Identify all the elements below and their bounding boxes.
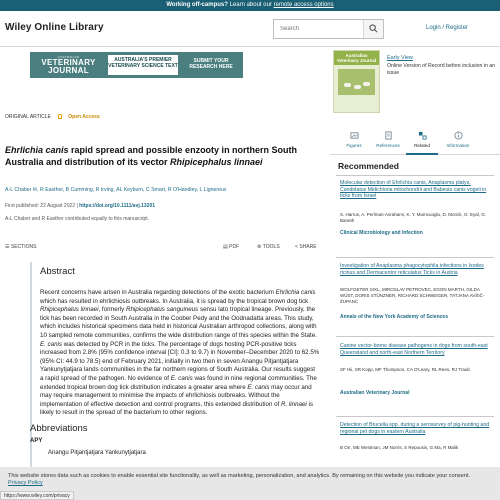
share-button[interactable] (295, 244, 317, 250)
tab-information-label: Information (446, 143, 470, 148)
title-italic-2: Rhipicephalus linnaei (170, 157, 263, 167)
banner-tagline: AUSTRALIA'S PREMIER VETERINARY SCIENCE TEXT (108, 55, 178, 75)
tab-information[interactable] (442, 127, 474, 155)
banner-line1: VETERINARY (41, 58, 96, 67)
cookie-text (8, 473, 488, 487)
cover-photo (338, 69, 375, 95)
pdf-label: PDF (229, 244, 240, 250)
abstract-section (30, 262, 320, 467)
cookie-banner (0, 467, 500, 500)
tab-references[interactable] (372, 127, 404, 155)
recommended-heading: Recommended (338, 161, 399, 171)
cookie-message: This website stores data such as cookies to enable essential site functionality, as well as marketing, personalization, and analytics. By remaining on this website you indicate your consent. (8, 473, 470, 479)
tab-related[interactable] (406, 127, 438, 155)
banner-small-text: AUSTRALIAN (57, 55, 80, 59)
pdf-icon: ▤ (223, 244, 228, 250)
open-access-label: Open Access (68, 114, 100, 120)
recommended-item (336, 257, 494, 333)
share-label: SHARE (299, 244, 317, 250)
recommended-item-title[interactable]: Molecular detection of Ehrlichia canis, Anaplasma platys, Candidatus Midichloria mitochondrii and Babesia canis vogeli in ticks from Israel (340, 180, 487, 200)
search-icon (369, 24, 378, 33)
sections-button[interactable]: ☰ SECTIONS (5, 244, 37, 250)
article-meta-line (5, 114, 112, 120)
article-main (0, 47, 325, 467)
banner-line2: JOURNAL (48, 66, 89, 75)
separator: | (76, 203, 80, 209)
sidebar-tabs (330, 127, 500, 155)
recommended-item-journal[interactable]: Clinical Microbiology and Infection (340, 230, 423, 236)
search-box (273, 19, 384, 39)
search-button[interactable] (363, 20, 383, 38)
related-icon (418, 131, 427, 140)
site-header (0, 11, 500, 47)
publication-info (5, 203, 155, 209)
banner-journal-logo (36, 55, 101, 75)
remote-access-bar (0, 0, 500, 11)
share-icon: < (295, 244, 298, 250)
recommended-item-authors: S. Harrus, A. Perlman-Avrahami, K. Y. Mumcuoglu, D. Morick, O. Eyal, G. Baneth (340, 212, 487, 223)
tab-figures-label: Figures (346, 143, 362, 148)
recommended-item (336, 336, 494, 410)
cover-title: Australian Veterinary Journal (334, 51, 379, 65)
references-icon (384, 131, 393, 140)
tools-label: TOOLS (262, 244, 280, 250)
recommended-item-authors: WOLFGETER SIXL, MIROSLAV PETROVEC, EGON MARTH, GILDA WÜST, DORIS STÜNZNER, RICHARD SCHWEIGER, TATJANA AVŠIČ-ŽUPANC (340, 287, 485, 304)
recommended-item-title[interactable]: Investigation of Anaplasma phagocytophila infections in Ixodes ricinus and Dermacentor reticulatus Ticks in Austria (340, 263, 484, 276)
published-date: 22 August 2022 (40, 203, 76, 209)
article-type: ORIGINAL ARTICLE (5, 114, 51, 120)
remote-access-text: Learn about our (227, 2, 274, 8)
recommended-item-title[interactable]: Canine vector-borne disease pathogens in dogs from south-east Queensland and north-east Northern Territory (340, 343, 488, 356)
privacy-policy-link[interactable]: Privacy Policy (8, 480, 43, 486)
abbreviation-term: APY (30, 438, 43, 444)
tools-button[interactable] (257, 244, 280, 250)
recommended-item-journal[interactable]: Australian Veterinary Journal (340, 390, 410, 396)
sections-label: SECTIONS (10, 244, 37, 250)
information-icon (454, 131, 463, 140)
tab-related-label: Related (414, 143, 430, 148)
tab-figures[interactable] (338, 127, 370, 155)
open-lock-icon (58, 114, 62, 119)
open-access-badge (58, 114, 106, 120)
title-italic-1: Ehrlichia canis (5, 145, 69, 155)
early-view-link[interactable]: Early View (387, 55, 413, 61)
recommended-item-authors: B Orr, ME Westman, JM Norris, S Repousis, G Ma, R Malik (340, 445, 459, 450)
article-title (5, 144, 305, 168)
abbreviations-heading: Abbreviations (30, 423, 88, 434)
recommended-item (336, 175, 494, 253)
title-text: rapid spread and possible enzooty in northern South Australia and distribution of its vector (5, 145, 298, 167)
journal-info-panel (330, 47, 500, 127)
article-toolbar (5, 242, 320, 254)
status-bar-url: https://www.wiley.com/privacy (0, 491, 74, 500)
tab-references-label: References (376, 143, 400, 148)
login-register-link[interactable]: Login / Register (426, 25, 469, 31)
remote-access-bold: Working off-campus? (166, 2, 228, 8)
recommended-item-journal[interactable]: Annals of the New York Academy of Sciences (340, 314, 448, 320)
recommended-item-title[interactable]: Detection of Brucella spp. during a serosurvey of pig-hunting and regional pet dogs in eastern Australia (340, 422, 490, 435)
contribution-note: A-L Chaber and R Easther contributed equally to this manuscript. (5, 216, 150, 222)
abbreviation-definition: Anangu Pitjantjatjara Yankunytjatjara (48, 450, 146, 456)
journal-ad-banner[interactable] (30, 52, 243, 78)
early-view-description: Online Version of Record before inclusion in an issue (387, 63, 496, 76)
wiley-logo[interactable]: Wiley Online Library (5, 22, 104, 33)
recommended-panel (330, 157, 500, 477)
journal-cover-image[interactable] (333, 50, 380, 113)
pdf-button[interactable] (223, 244, 239, 250)
search-input[interactable] (274, 20, 362, 38)
gear-icon: ⚙ (257, 244, 262, 250)
recommended-item-authors: SF Hii, SR Kopp, MF Thompson, CA O'Leary, RL Rees, RJ Traub (340, 367, 470, 372)
remote-access-link[interactable]: remote access options (273, 2, 334, 8)
author-list[interactable]: A-L Chaber ✉, R Easther, B Cumming, R Irving, AL Keyburn, C Smart, R O'Handley, L Lignereux (5, 187, 227, 193)
banner-cta: SUBMIT YOUR RESEARCH HERE (189, 58, 233, 70)
abstract-text: Recent concerns have arisen in Australia regarding detections of the exotic bacterium Ehrlichia canis which has resulted in ehrlichiosis outbreaks. In Australia, it is spread by the tropical brown dog tick Rhipicephalus linnaei, formerly Rhipicephalus sanguineus sensu lato tropical lineage. Previously, the tick has been recorded in South Australia in the Coober Pedy and the Oodnadatta areas. This study, which includes historical specimens data held in historical Australian arthropod collections, along with 10 sampled remote communities, confirms the wide distribution range of this species within the State. E. canis was detected by PCR in the ticks. The percentage of dogs hosting PCR-positive ticks increased from 2.8% (95% confidence interval [CI]: 0.3 to 9.7) in November–December 2020 to 62.5% (95% CI: 44.9 to 78.5) end of February 2021, initially in two then in seven Anangu Pitjantjatjara Yankunytjatjara lands communities in the far northern regions of South Australia. Our results suggest a rapid spread of the pathogen. No evidence of E. canis was found in nine regional communities. The extended tropical brown dog tick distribution indicates a greater area where E. canis may occur and may require management to minimise the impacts of ehrlichiosis outbreaks. Without the implementation of effective detection and control programs, this extended distribution of R. linnaei is likely to result in the spread of the bacterium to other regions. (40, 289, 320, 417)
published-label: First published: (5, 203, 41, 209)
doi-link[interactable]: https://doi.org/10.1111/avj.13201 (79, 203, 156, 209)
abstract-heading: Abstract (40, 266, 75, 277)
figures-icon (350, 131, 359, 140)
